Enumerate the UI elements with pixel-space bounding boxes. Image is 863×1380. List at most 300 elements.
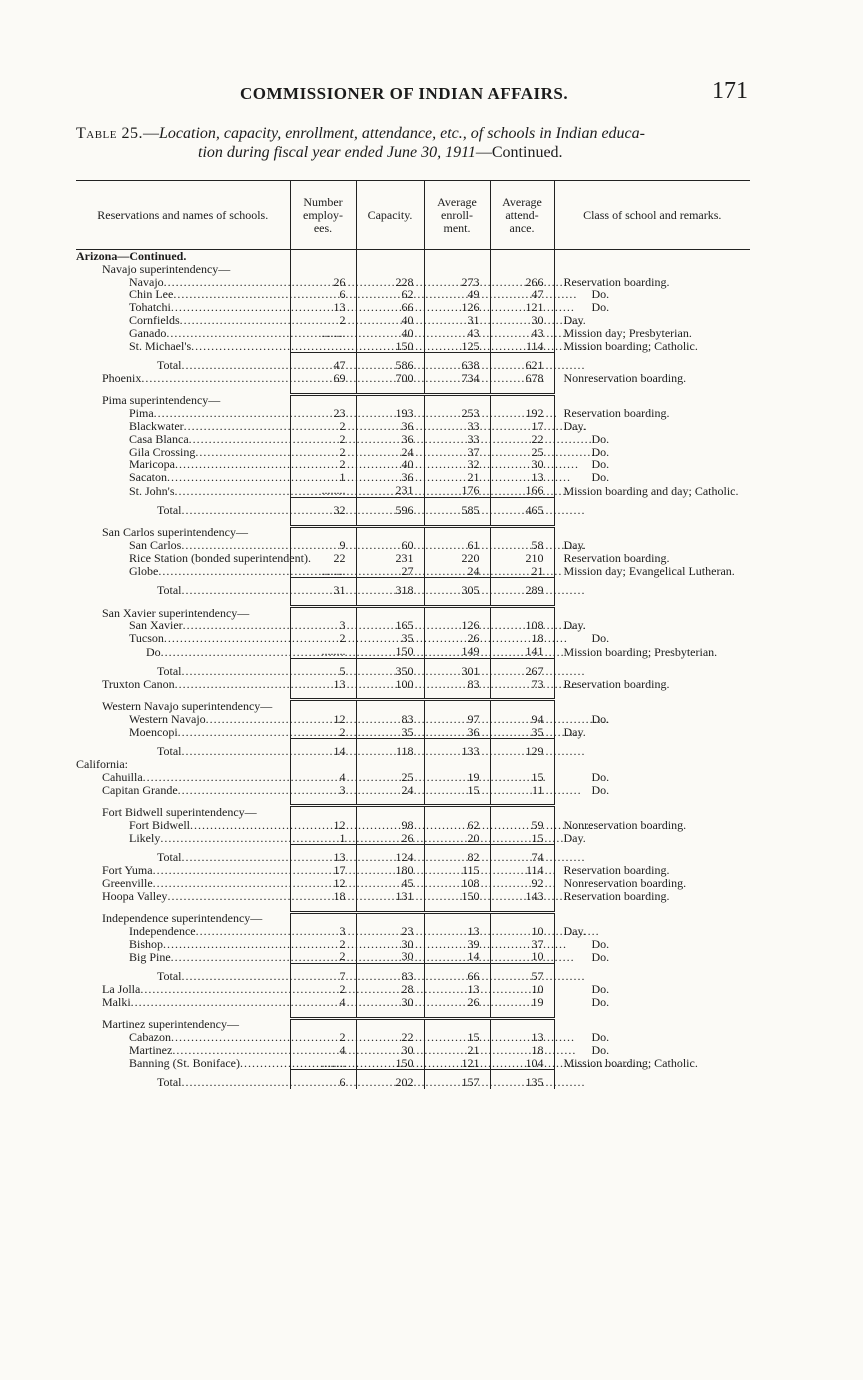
capacity-cell: 36 — [356, 433, 424, 446]
attendance-cell: 10 — [490, 950, 554, 963]
dot-leader — [186, 250, 289, 263]
attendance-cell: 678 — [490, 372, 554, 385]
spacer-cell — [490, 690, 554, 700]
table-body — [76, 250, 750, 1090]
caption-text-line2: tion during fiscal year ended June 30, 1911 — [198, 144, 476, 161]
school-name — [76, 758, 290, 771]
employees-cell: 3 — [290, 925, 356, 938]
dot-leader — [160, 832, 564, 845]
school-name-cell — [76, 420, 290, 433]
school-name-label: Hoopa Valley — [102, 888, 168, 903]
page-number: 171 — [712, 78, 748, 104]
employees-cell: 3 — [290, 784, 356, 797]
school-name-cell — [76, 250, 290, 263]
spacer-cell — [356, 517, 424, 527]
school-name — [76, 890, 290, 903]
capacity-cell: 180 — [356, 864, 424, 877]
capacity-cell: 596 — [356, 497, 424, 516]
enrollment-cell: 108 — [424, 877, 490, 890]
enrollment-cell: 19 — [424, 771, 490, 784]
attendance-cell: 266 — [490, 276, 554, 289]
remarks-cell — [554, 276, 750, 289]
school-row — [76, 713, 750, 726]
employees-cell: 17 — [290, 864, 356, 877]
enrollment-cell — [424, 806, 490, 819]
capacity-cell: 66 — [356, 301, 424, 314]
attendance-cell — [490, 758, 554, 771]
school-name-label: Total — [157, 502, 182, 517]
employees-cell: 69 — [290, 372, 356, 385]
employees-cell: 18 — [290, 890, 356, 903]
school-name-label: St. John's — [129, 483, 175, 498]
employees-cell: 2 — [290, 458, 356, 471]
school-name-label: Cornfields — [129, 312, 180, 327]
school-name-cell — [76, 938, 290, 951]
remark-text: Reservation boarding. — [563, 550, 670, 565]
caption-text-line1: Location, capacity, enrollment, attendance, etc., of schools in Indian educa- — [159, 125, 645, 142]
enrollment-cell: 734 — [424, 372, 490, 385]
dot-leader — [178, 784, 582, 797]
remark-text: Day. — [563, 419, 586, 434]
total-row — [76, 578, 750, 597]
dot-leader — [171, 1031, 575, 1044]
school-row — [76, 484, 750, 497]
employees-cell: ........ — [290, 327, 356, 340]
capacity-cell: 83 — [356, 964, 424, 983]
school-name — [76, 700, 290, 713]
remarks-cell — [554, 327, 750, 340]
spacer-cell — [554, 690, 750, 700]
attendance-cell: 10 — [490, 983, 554, 996]
remarks-cell — [554, 678, 750, 691]
capacity-cell: 202 — [356, 1070, 424, 1089]
enrollment-cell: 176 — [424, 484, 490, 497]
remarks-cell — [554, 996, 750, 1009]
attendance-cell: 43 — [490, 327, 554, 340]
enrollment-cell: 26 — [424, 632, 490, 645]
col-header-capacity: Capacity. — [356, 181, 424, 250]
enrollment-cell: 83 — [424, 678, 490, 691]
school-name — [76, 771, 290, 784]
capacity-cell: 131 — [356, 890, 424, 903]
school-name-label: Cabazon — [129, 1029, 171, 1044]
remarks-cell — [554, 925, 750, 938]
school-name — [76, 832, 290, 845]
school-name-cell — [76, 819, 290, 832]
remarks-cell — [554, 950, 750, 963]
employees-cell: 32 — [290, 497, 356, 516]
employees-cell: 4 — [290, 996, 356, 1009]
school-name-cell — [76, 806, 290, 819]
school-name-label: Navajo superintendency— — [102, 261, 231, 276]
capacity-cell: 165 — [356, 619, 424, 632]
attendance-cell: 13 — [490, 471, 554, 484]
school-name-cell — [76, 645, 290, 658]
school-name-label: Greenville — [102, 875, 153, 890]
group-heading-row — [76, 700, 750, 713]
spacer-cell — [490, 796, 554, 806]
employees-cell — [290, 263, 356, 276]
capacity-cell: 124 — [356, 845, 424, 864]
spacer-cell — [290, 690, 356, 700]
remark-text: Do. — [591, 936, 610, 951]
school-row — [76, 645, 750, 658]
enrollment-cell: 97 — [424, 713, 490, 726]
capacity-cell: 100 — [356, 678, 424, 691]
attendance-cell: 15 — [490, 771, 554, 784]
employees-cell: 9 — [290, 539, 356, 552]
caption-label: Table 25. — [76, 125, 143, 142]
caption-line2 — [76, 143, 756, 162]
remark-text: Nonreservation boarding. — [563, 875, 687, 890]
remarks-cell — [554, 784, 750, 797]
school-name-cell — [76, 890, 290, 903]
employees-cell: 7 — [290, 964, 356, 983]
school-name — [76, 539, 290, 552]
remarks-cell — [554, 372, 750, 385]
attendance-cell: 289 — [490, 578, 554, 597]
employees-cell: 6 — [290, 1070, 356, 1089]
enrollment-cell: 82 — [424, 845, 490, 864]
spacer-cell — [356, 1009, 424, 1019]
total-row — [76, 497, 750, 516]
school-name — [76, 726, 290, 739]
school-name-label: Blackwater — [129, 419, 184, 434]
school-name — [76, 983, 290, 996]
enrollment-cell: 126 — [424, 619, 490, 632]
school-name-label: Truxton Canon — [102, 676, 175, 691]
attendance-cell: 141 — [490, 645, 554, 658]
dot-leader — [167, 890, 571, 903]
school-name-cell — [76, 340, 290, 353]
capacity-cell: 98 — [356, 819, 424, 832]
spacer-cell — [490, 903, 554, 913]
school-name-label: St. Michael's — [129, 339, 192, 354]
employees-cell: ........ — [290, 1057, 356, 1070]
employees-cell: 5 — [290, 658, 356, 677]
school-name-cell — [76, 877, 290, 890]
school-name-label: Tohatchi — [129, 300, 171, 315]
school-row — [76, 678, 750, 691]
dot-leader — [262, 912, 289, 925]
school-name — [76, 565, 290, 578]
enrollment-cell: 149 — [424, 645, 490, 658]
school-name-cell — [76, 912, 290, 925]
spacer-cell — [356, 690, 424, 700]
capacity-cell: 35 — [356, 632, 424, 645]
capacity-cell: 231 — [356, 552, 424, 565]
school-name — [76, 485, 290, 498]
enrollment-cell: 21 — [424, 471, 490, 484]
attendance-cell: 15 — [490, 832, 554, 845]
school-name — [76, 1057, 290, 1070]
attendance-cell: 59 — [490, 819, 554, 832]
school-name-label: Navajo — [129, 274, 164, 289]
enrollment-cell: 253 — [424, 407, 490, 420]
school-name-label: San Carlos superintendency— — [102, 525, 248, 540]
attendance-cell: 57 — [490, 964, 554, 983]
dot-leader — [175, 485, 579, 498]
spacer-cell — [554, 385, 750, 395]
school-name-cell — [76, 983, 290, 996]
total-row — [76, 845, 750, 864]
dot-leader — [181, 539, 585, 552]
enrollment-cell: 115 — [424, 864, 490, 877]
capacity-cell: 193 — [356, 407, 424, 420]
school-name-cell — [76, 632, 290, 645]
school-name-label: Phoenix — [102, 371, 142, 386]
capacity-cell: 30 — [356, 996, 424, 1009]
school-name-label: Fort Bidwell superintendency— — [102, 804, 257, 819]
enrollment-cell: 49 — [424, 288, 490, 301]
remark-text: Do. — [591, 300, 610, 315]
dot-leader — [182, 665, 586, 678]
school-name — [76, 250, 290, 263]
enrollment-cell: 36 — [424, 726, 490, 739]
remark-text: Do. — [591, 287, 610, 302]
dot-leader — [182, 1076, 586, 1089]
school-name-cell — [76, 1044, 290, 1057]
group-heading-row — [76, 758, 750, 771]
school-name-cell — [76, 845, 290, 864]
enrollment-cell: 66 — [424, 964, 490, 983]
remarks-cell — [554, 484, 750, 497]
school-name — [76, 433, 290, 446]
remark-text: Do. — [591, 1042, 610, 1057]
capacity-cell — [356, 263, 424, 276]
remarks-cell — [554, 565, 750, 578]
remark-text: Mission boarding; Catholic. — [563, 339, 698, 354]
school-name-label: Rice Station (bonded superintendent). — [129, 550, 311, 565]
school-row — [76, 1031, 750, 1044]
remarks-cell — [554, 433, 750, 446]
remark-text: Do. — [591, 711, 610, 726]
caption-continued: —Continued. — [475, 144, 563, 161]
remark-text: Reservation boarding. — [563, 863, 670, 878]
capacity-cell: 228 — [356, 276, 424, 289]
employees-cell: 23 — [290, 407, 356, 420]
attendance-cell — [490, 912, 554, 925]
capacity-cell: 25 — [356, 771, 424, 784]
school-name — [76, 584, 290, 597]
school-name-label: Pima superintendency— — [102, 393, 221, 408]
attendance-cell: 58 — [490, 539, 554, 552]
school-name-label: Arizona—Continued. — [76, 249, 187, 263]
spacer-cell — [554, 796, 750, 806]
attendance-cell: 621 — [490, 353, 554, 372]
school-name-label: Pima — [129, 406, 154, 421]
dot-leader — [153, 877, 557, 890]
capacity-cell: 150 — [356, 645, 424, 658]
dot-leader — [184, 420, 588, 433]
employees-cell: 14 — [290, 739, 356, 758]
employees-cell — [290, 700, 356, 713]
school-name — [76, 819, 290, 832]
enrollment-cell: 220 — [424, 552, 490, 565]
col-header-enrollment: Average enroll- ment. — [424, 181, 490, 250]
school-name-cell — [76, 327, 290, 340]
remarks-cell — [554, 619, 750, 632]
school-row — [76, 433, 750, 446]
enrollment-cell: 273 — [424, 276, 490, 289]
attendance-cell: 17 — [490, 420, 554, 433]
enrollment-cell: 33 — [424, 420, 490, 433]
enrollment-cell: 31 — [424, 314, 490, 327]
enrollment-cell: 150 — [424, 890, 490, 903]
remark-text: Do. — [591, 470, 610, 485]
attendance-cell: 104 — [490, 1057, 554, 1070]
school-row — [76, 1057, 750, 1070]
remark-text: Do. — [591, 1029, 610, 1044]
remark-text: Reservation boarding. — [563, 676, 670, 691]
spacer-cell — [424, 690, 490, 700]
capacity-cell: 45 — [356, 877, 424, 890]
employees-cell — [290, 250, 356, 263]
school-name-cell — [76, 497, 290, 516]
school-name-label: Likely — [129, 831, 161, 846]
spacer-cell — [424, 385, 490, 395]
employees-cell: 4 — [290, 771, 356, 784]
enrollment-cell: 33 — [424, 433, 490, 446]
attendance-cell: 19 — [490, 996, 554, 1009]
capacity-cell: 23 — [356, 925, 424, 938]
employees-cell: 2 — [290, 938, 356, 951]
school-name-cell — [76, 433, 290, 446]
enrollment-cell: 13 — [424, 925, 490, 938]
school-name-label: Total — [157, 1075, 182, 1090]
school-name-label: Cahuilla — [102, 769, 143, 784]
remarks-cell — [554, 832, 750, 845]
remark-text: Day. — [563, 923, 586, 938]
attendance-cell: 94 — [490, 713, 554, 726]
school-name — [76, 665, 290, 678]
attendance-cell: 192 — [490, 407, 554, 420]
employees-cell: 6 — [290, 288, 356, 301]
spacer-cell — [554, 597, 750, 607]
remarks-cell — [554, 819, 750, 832]
attendance-cell: 35 — [490, 726, 554, 739]
dot-leader — [128, 758, 290, 771]
attendance-cell: 21 — [490, 565, 554, 578]
employees-cell — [290, 912, 356, 925]
remark-text: Do. — [591, 782, 610, 797]
attendance-cell — [490, 806, 554, 819]
remark-text: Reservation boarding. — [563, 406, 670, 421]
school-name-label: Ganado — [129, 325, 167, 340]
capacity-cell: 35 — [356, 726, 424, 739]
total-row — [76, 353, 750, 372]
school-name-cell — [76, 713, 290, 726]
enrollment-cell: 585 — [424, 497, 490, 516]
school-name — [76, 471, 290, 484]
remarks-cell — [554, 340, 750, 353]
remarks-cell — [554, 1031, 750, 1044]
capacity-cell: 36 — [356, 471, 424, 484]
dot-leader — [158, 565, 562, 578]
school-name-cell — [76, 964, 290, 983]
enrollment-cell — [424, 912, 490, 925]
attendance-cell: 135 — [490, 1070, 554, 1089]
enrollment-cell: 305 — [424, 578, 490, 597]
school-name-cell — [76, 832, 290, 845]
school-name-cell — [76, 484, 290, 497]
dot-leader — [166, 327, 570, 340]
school-name — [76, 912, 290, 925]
school-name-cell — [76, 950, 290, 963]
school-name — [76, 877, 290, 890]
capacity-cell: 40 — [356, 458, 424, 471]
school-name-label: Sacaton — [129, 470, 167, 485]
enrollment-cell: 43 — [424, 327, 490, 340]
capacity-cell: 150 — [356, 340, 424, 353]
school-name-label: Martinez superintendency— — [102, 1017, 239, 1032]
remark-text: Day. — [563, 312, 586, 327]
school-name — [76, 263, 290, 276]
dot-leader — [182, 504, 586, 517]
attendance-cell: 22 — [490, 433, 554, 446]
capacity-cell: 586 — [356, 353, 424, 372]
attendance-cell: 114 — [490, 340, 554, 353]
remark-text: Mission boarding and day; Catholic. — [563, 483, 739, 498]
spacer-cell — [356, 385, 424, 395]
employees-cell — [290, 806, 356, 819]
enrollment-cell: 37 — [424, 446, 490, 459]
employees-cell: 12 — [290, 819, 356, 832]
spacer-cell — [290, 517, 356, 527]
school-name-cell — [76, 565, 290, 578]
school-name — [76, 340, 290, 353]
capacity-cell: 24 — [356, 784, 424, 797]
school-row — [76, 950, 750, 963]
remark-text: Do. — [591, 431, 610, 446]
school-name-label: Fort Yuma — [102, 863, 153, 878]
spacer-cell — [424, 1009, 490, 1019]
school-name — [76, 678, 290, 691]
enrollment-cell — [424, 700, 490, 713]
school-name-label: Total — [157, 358, 182, 373]
dot-leader — [180, 314, 584, 327]
remark-text: Mission day; Presbyterian. — [563, 325, 692, 340]
spacer-cell — [290, 903, 356, 913]
capacity-cell: 27 — [356, 565, 424, 578]
dot-leader — [182, 584, 586, 597]
employees-cell: 13 — [290, 301, 356, 314]
remarks-cell — [554, 458, 750, 471]
remarks-cell — [554, 890, 750, 903]
spacer-cell — [490, 1009, 554, 1019]
dot-leader — [175, 678, 579, 691]
spacer-cell — [424, 903, 490, 913]
attendance-cell: 166 — [490, 484, 554, 497]
remark-text: Reservation boarding. — [563, 888, 670, 903]
attendance-cell — [490, 700, 554, 713]
remark-text: Do. — [591, 994, 610, 1009]
remarks-cell — [554, 1044, 750, 1057]
capacity-cell: 26 — [356, 832, 424, 845]
attendance-cell — [490, 263, 554, 276]
school-name — [76, 314, 290, 327]
employees-cell: 2 — [290, 726, 356, 739]
school-row — [76, 1044, 750, 1057]
spacer-cell — [554, 903, 750, 913]
school-name-cell — [76, 372, 290, 385]
remark-text: Do. — [591, 631, 610, 646]
remarks-cell — [554, 645, 750, 658]
school-name — [76, 1044, 290, 1057]
capacity-cell: 28 — [356, 983, 424, 996]
col-header-name: Reservations and names of schools. — [76, 181, 290, 250]
attendance-cell: 114 — [490, 864, 554, 877]
